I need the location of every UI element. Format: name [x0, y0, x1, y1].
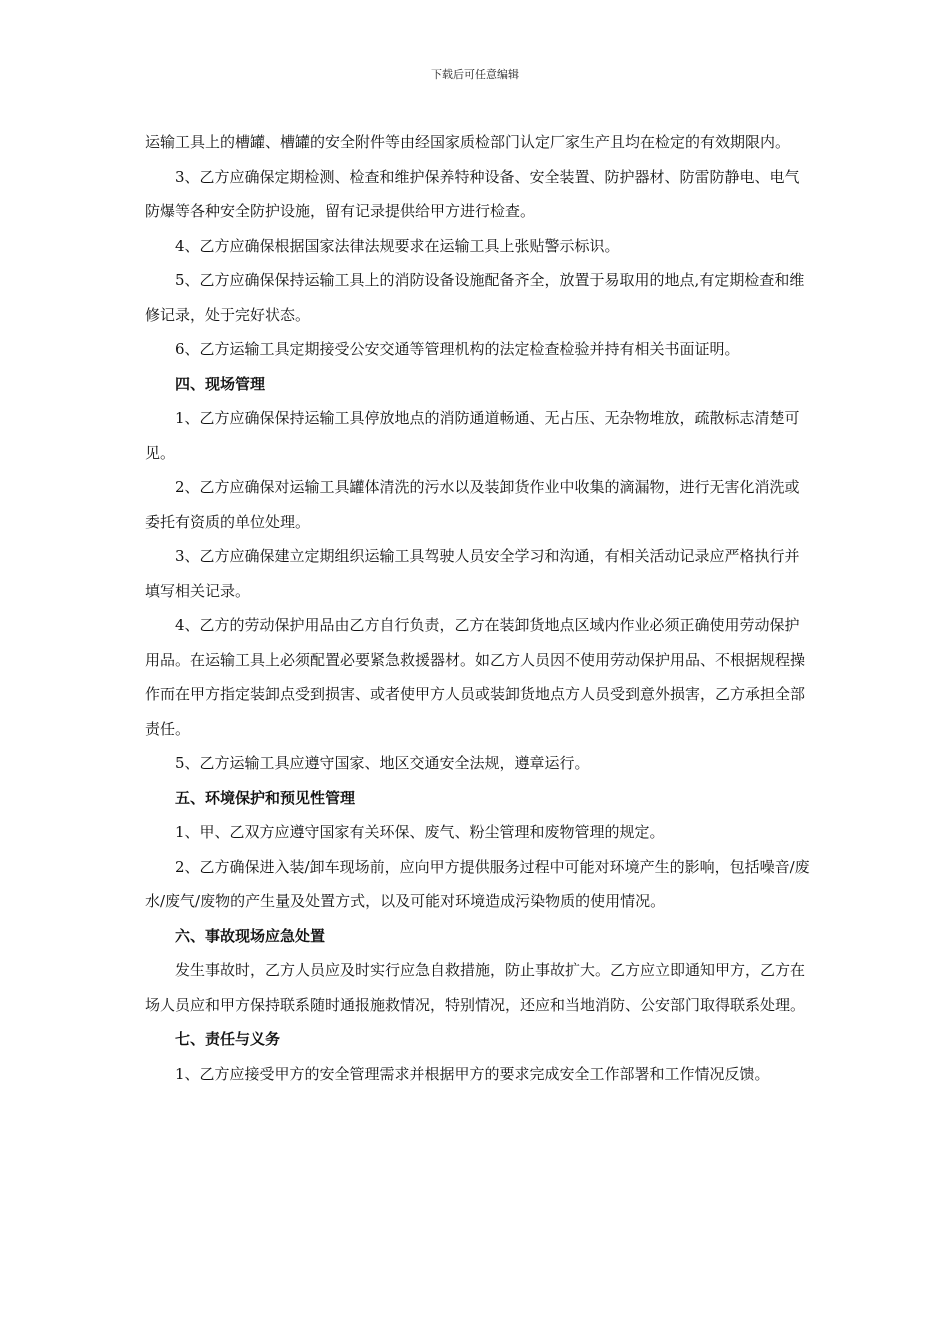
body-paragraph: 2、乙方应确保对运输工具罐体清洗的污水以及装卸货作业中收集的滴漏物，进行无害化消洗或委托有资质的单位处理。: [145, 478, 800, 531]
body-paragraph: 1、甲、乙双方应遵守国家有关环保、废气、粉尘管理和废物管理的规定。: [175, 823, 665, 841]
body-paragraph: 4、乙方的劳动保护用品由乙方自行负责，乙方在装卸货地点区域内作业必须正确使用劳动保护用品。在运输工具上必须配置必要紧急救援器材。如乙方人员因不使用劳动保护用品、不根据规程操作而在甲方指定装卸点受到损害、或者使甲方人员或装卸货地点方人员受到意外损害，乙方承担全部责任。: [145, 616, 806, 738]
body-paragraph: 发生事故时，乙方人员应及时实行应急自救措施，防止事故扩大。乙方应立即通知甲方，乙方在场人员应和甲方保持联系随时通报施救情况，特别情况，还应和当地消防、公安部门取得联系处理。: [145, 961, 806, 1014]
section-heading: 六、事故现场应急处置: [175, 926, 326, 945]
body-paragraph: 1、乙方应确保保持运输工具停放地点的消防通道畅通、无占压、无杂物堆放，疏散标志清楚可见。: [145, 409, 800, 462]
document-body: [145, 125, 813, 1091]
body-paragraph: 2、乙方确保进入装/卸车现场前，应向甲方提供服务过程中可能对环境产生的影响，包括噪音/废水/废气/废物的产生量及处置方式，以及可能对环境造成污染物质的使用情况。: [145, 857, 810, 910]
section-heading: 七、责任与义务: [175, 1030, 281, 1048]
body-paragraph: 3、乙方应确保建立定期组织运输工具驾驶人员安全学习和沟通，有相关活动记录应严格执行并填写相关记录。: [145, 547, 800, 600]
body-paragraph: 3、乙方应确保定期检测、检查和维护保养特种设备、安全装置、防护器材、防雷防静电、电气防爆等各种安全防护设施，留有记录提供给甲方进行检查。: [145, 167, 800, 220]
body-paragraph: 4、乙方应确保根据国家法律法规要求在运输工具上张贴警示标识。: [175, 236, 620, 255]
body-paragraph: 1、乙方应接受甲方的安全管理需求并根据甲方的要求完成安全工作部署和工作情况反馈。: [175, 1064, 770, 1083]
section-heading: 四、现场管理: [175, 374, 266, 393]
body-paragraph: 5、乙方运输工具应遵守国家、地区交通安全法规，遵章运行。: [175, 754, 590, 772]
body-paragraph: 运输工具上的槽罐、槽罐的安全附件等由经国家质检部门认定厂家生产且均在检定的有效期限内。: [145, 133, 791, 151]
body-paragraph: 5、乙方应确保保持运输工具上的消防设备设施配备齐全，放置于易取用的地点,有定期检查和维修记录，处于完好状态。: [145, 271, 805, 324]
body-paragraph: 6、乙方运输工具定期接受公安交通等管理机构的法定检查检验并持有相关书面证明。: [175, 340, 740, 358]
page-header-note: 下载后可任意编辑: [431, 68, 519, 81]
section-heading: 五、环境保护和预见性管理: [175, 788, 356, 807]
